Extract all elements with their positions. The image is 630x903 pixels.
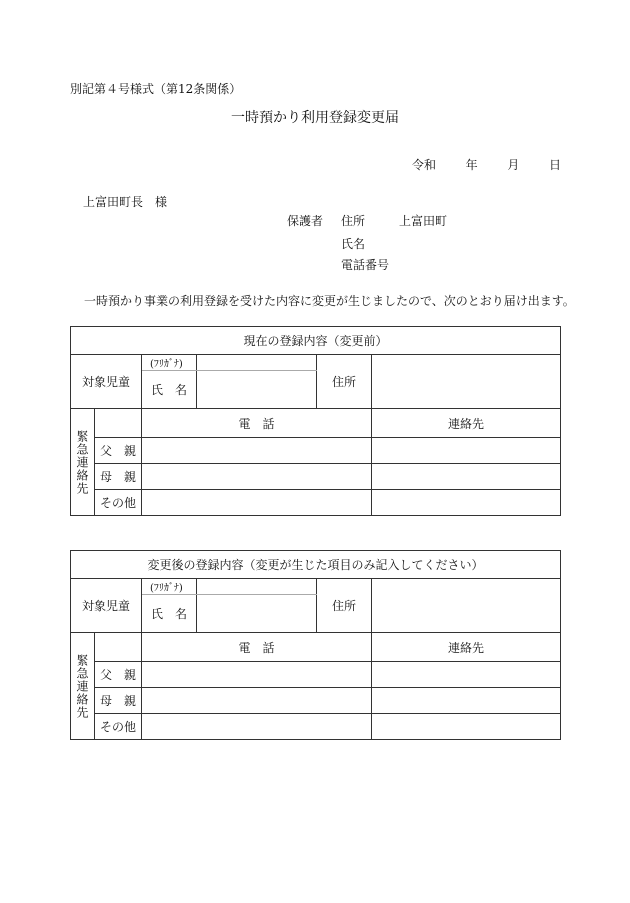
phone-field-other[interactable] [142,490,372,516]
table-caption: 変更後の登録内容（変更が生じた項目のみ記入してください） [71,551,561,579]
contact-field-other[interactable] [372,714,561,740]
name-label: 氏 名 [142,595,197,633]
row-label-mother: 母 親 [95,464,142,490]
emergency-contact-label: 緊急連絡先 [71,633,95,740]
phone-field-other[interactable] [142,714,372,740]
applicant-address-label: 住所 [341,214,366,228]
document-title: 一時預かり利用登録変更届 [231,110,399,126]
table-caption: 現在の登録内容（変更前） [71,327,561,355]
contact-header: 連絡先 [372,633,561,662]
date-line [412,156,561,173]
date-year: 年 [465,158,478,172]
contact-field-father[interactable] [372,438,561,464]
phone-header: 電 話 [142,633,372,662]
row-label-father: 父 親 [95,662,142,688]
blank-header-cell [95,409,142,438]
address-label: 住所 [317,355,372,409]
applicant-address-value[interactable]: 上富田町 [399,214,448,228]
contact-field-father[interactable] [372,662,561,688]
contact-header: 連絡先 [372,409,561,438]
name-field[interactable] [197,371,317,409]
furigana-field[interactable] [197,579,317,595]
phone-field-father[interactable] [142,662,372,688]
contact-field-mother[interactable] [372,464,561,490]
child-label: 対象児童 [71,579,142,633]
applicant-name-label: 氏名 [341,237,366,251]
intro-text: 一時預かり事業の利用登録を受けた内容に変更が生じましたので、次のとおり届け出ます。 [84,294,575,308]
name-field[interactable] [197,595,317,633]
phone-field-father[interactable] [142,438,372,464]
emergency-contact-label: 緊急連絡先 [71,409,95,516]
applicant-role: 保護者 [287,214,324,228]
date-month: 月 [507,158,520,172]
child-label: 対象児童 [71,355,142,409]
form-number-label: 別記第４号様式（第12条関係） [70,82,242,96]
date-day: 日 [549,158,562,172]
blank-header-cell [95,633,142,662]
row-label-other: その他 [95,490,142,516]
row-label-mother: 母 親 [95,688,142,714]
row-label-father: 父 親 [95,438,142,464]
applicant-phone-label: 電話番号 [341,258,390,272]
contact-field-mother[interactable] [372,688,561,714]
recipient: 上富田町長 様 [83,195,168,209]
name-label: 氏 名 [142,371,197,409]
registration-after-table [70,550,561,740]
phone-field-mother[interactable] [142,464,372,490]
registration-before-table [70,326,561,516]
furigana-field[interactable] [197,355,317,371]
furigana-label: (ﾌﾘｶﾞﾅ) [142,355,197,371]
phone-field-mother[interactable] [142,688,372,714]
address-field[interactable] [372,579,561,633]
furigana-label: (ﾌﾘｶﾞﾅ) [142,579,197,595]
row-label-other: その他 [95,714,142,740]
address-label: 住所 [317,579,372,633]
address-field[interactable] [372,355,561,409]
phone-header: 電 話 [142,409,372,438]
date-era: 令和 [412,158,437,172]
contact-field-other[interactable] [372,490,561,516]
